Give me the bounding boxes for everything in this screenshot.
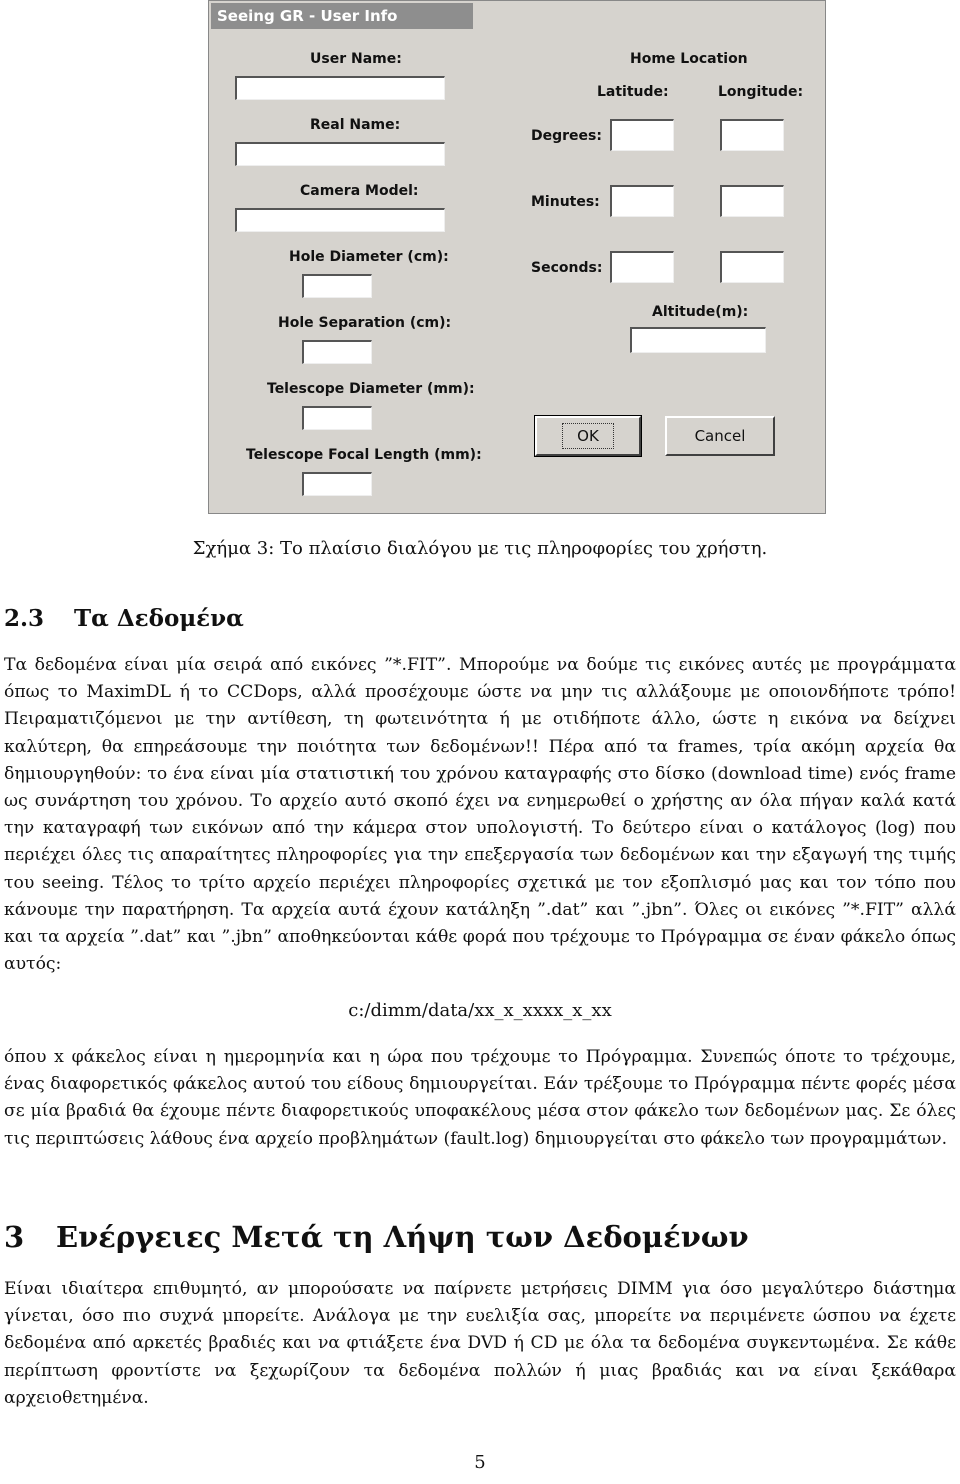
longitude-label: Longitude:	[718, 84, 804, 100]
paragraph-after-data: Είναι ιδιαίτερα επιθυμητό, αν μπορούσατε να παίρνετε μετρήσεις DIMM για όσο μεγαλύτερο διάστημα γίνεται, όσο πιο συχνά μπορείτε. Ανάλογα με την ευελιξία σας, μπορείτε να περιμένετε ώσπου να έχετε δεδομένα από αρκετές βραδιές και να φτιάξετε ένα DVD ή CD με όλα τα δεδομένα συγκεντωμένα. Σε κάθε περίπτωση φροντίστε να ξεχωρίζουν τα δεδομένα πολλών ή μιας βραδιάς και να είναι ξεκάθαρα αρχειοθετημένα.	[4, 1279, 956, 1408]
minutes-label: Minutes:	[531, 194, 600, 210]
ok-button-label: OK	[562, 423, 614, 449]
hole-diameter-label: Hole Diameter (cm):	[289, 249, 449, 265]
telescope-focal-length-label: Telescope Focal Length (mm):	[246, 447, 482, 463]
section-heading-2-3	[4, 605, 244, 632]
section-title: Τα Δεδομένα	[74, 605, 244, 632]
latitude-label: Latitude:	[597, 84, 669, 100]
longitude-degrees-field[interactable]	[720, 119, 784, 151]
folder-path: c:/dimm/data/xx_x_xxxx_x_xx	[348, 1000, 612, 1021]
user-info-dialog	[208, 0, 826, 514]
section-number: 3	[4, 1220, 25, 1254]
user-name-label: User Name:	[310, 51, 402, 67]
latitude-seconds-field[interactable]	[610, 251, 674, 283]
figure-caption: Σχήμα 3: Το πλαίσιο διαλόγου με τις πληροφορίες του χρήστη.	[192, 538, 768, 559]
seconds-label: Seconds:	[531, 260, 603, 276]
latitude-minutes-field[interactable]	[610, 185, 674, 217]
degrees-label: Degrees:	[531, 128, 602, 144]
section-heading-3	[4, 1220, 749, 1254]
user-name-field[interactable]	[235, 76, 445, 100]
hole-separation-field[interactable]	[302, 340, 372, 364]
latitude-degrees-field[interactable]	[610, 119, 674, 151]
longitude-seconds-field[interactable]	[720, 251, 784, 283]
paragraph-data-description: Τα δεδομένα είναι μία σειρά από εικόνες ”*.FIT”. Μπορούμε να δούμε τις εικόνες αυτές με προγράμματα όπως το MaximDL ή το CCDops, αλλά προσέχουμε ώστε να μην τις αλλάξουμε με οποιονδήποτε τρόπο! Πειραματιζόμενοι με την αντίθεση, τη φωτεινότητα ή με οτιδήποτε άλλο, ώστε η εικόνα να δείχνει καλύτερη, θα επηρεάσουμε την ποιότητα των δεδομένων!! Πέρα από τα frames, τρία ακόμη αρχεία θα δημιουργηθούν: το ένα είναι μία στατιστική του χρόνου καταγραφής στο δίσκο (download time) ενός frame ως συνάρτηση του χρόνου. Το αρχείο αυτό σκοπό έχει να ενημερωθεί ο χρήστης αν όλα πήγαν καλά κατά την καταγραφή των εικόνων από την κάμερα στον υπολογιστή. Το δεύτερο είναι ο κατάλογος (log) που περιέχει όλες τις απαραίτητες πληροφορίες για την επεξεργασία των δεδομένων και την εξαγωγή της τιμής του seeing. Τέλος το τρίτο αρχείο περιέχει πληροφορίες σχετικά με τον εξοπλισμό μας και τον τόπο που κάνουμε την παρατήρηση. Τα αρχεία αυτά έχουν κατάληξη ”.dat” και ”.jbn”. Όλες οι εικόνες ”*.FIT” αλλά και τα αρχεία ”.dat” και ”.jbn” αποθηκεύονται κάθε φορά που τρέχουμε το Πρόγραμμα σε έναν φάκελο όπως αυτός:	[4, 655, 956, 975]
hole-diameter-field[interactable]	[302, 274, 372, 298]
home-location-label: Home Location	[630, 51, 748, 67]
telescope-diameter-field[interactable]	[302, 406, 372, 430]
altitude-field[interactable]	[630, 327, 766, 353]
cancel-button-label: Cancel	[694, 427, 746, 445]
real-name-field[interactable]	[235, 142, 445, 166]
ok-button[interactable]	[535, 416, 641, 456]
camera-model-field[interactable]	[235, 208, 445, 232]
telescope-diameter-label: Telescope Diameter (mm):	[267, 381, 475, 397]
dialog-title: Seeing GR - User Info	[211, 3, 473, 29]
camera-model-label: Camera Model:	[300, 183, 419, 199]
section-number: 2.3	[4, 605, 45, 632]
page-number: 5	[474, 1452, 486, 1473]
altitude-label: Altitude(m):	[652, 304, 749, 320]
section-title: Ενέργειες Μετά τη Λήψη των Δεδομένων	[56, 1220, 749, 1254]
cancel-button[interactable]	[665, 416, 775, 456]
hole-separation-label: Hole Separation (cm):	[278, 315, 452, 331]
paragraph-folder-explanation: όπου x φάκελος είναι η ημερομηνία και η ώρα που τρέχουμε το Πρόγραμμα. Συνεπώς όποτε το τρέχουμε, ένας διαφορετικός φάκελος αυτού του είδους δημιουργείται. Εάν τρέξουμε το Πρόγραμμα πέντε φορές μέσα σε μία βραδιά θα έχουμε πέντε διαφορετικούς υποφακέλους μέσα στον φάκελο των δεδομένων μας. Σε όλες τις περιπτώσεις λάθους ένα αρχείο προβλημάτων (fault.log) δημιουργείται στο φάκελο των προγραμμάτων.	[4, 1047, 956, 1149]
real-name-label: Real Name:	[310, 117, 401, 133]
telescope-focal-length-field[interactable]	[302, 472, 372, 496]
longitude-minutes-field[interactable]	[720, 185, 784, 217]
